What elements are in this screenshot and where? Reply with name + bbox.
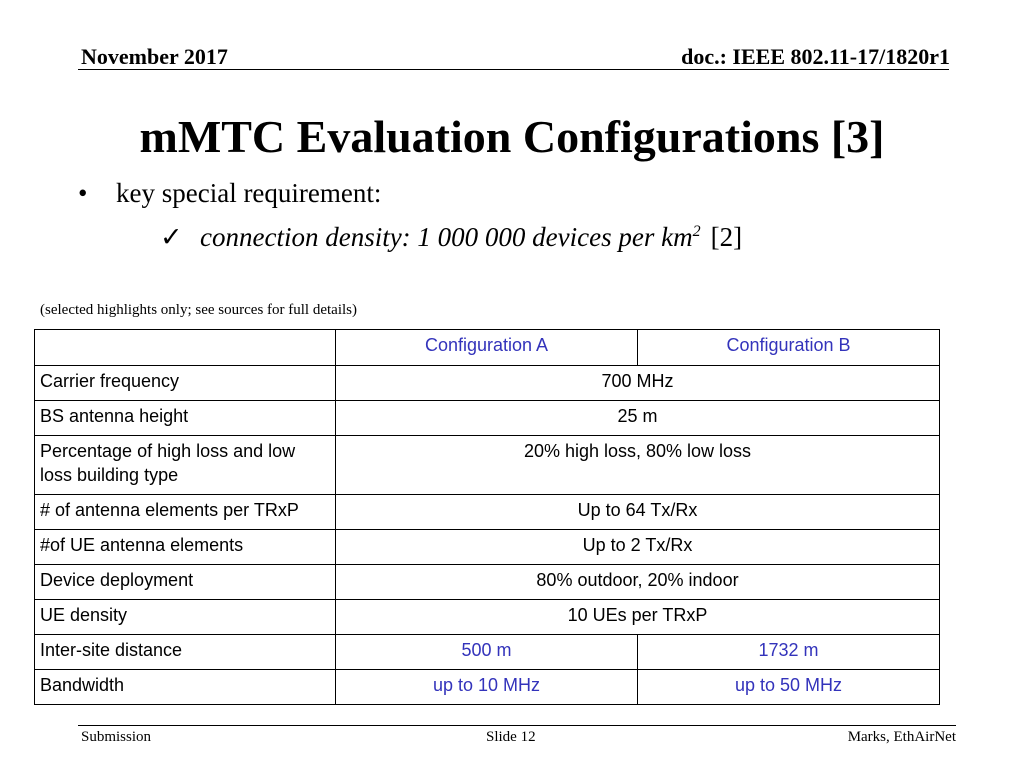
row-value-config-a: 500 m	[336, 635, 638, 670]
row-label: UE density	[35, 600, 336, 635]
header-rule	[78, 69, 949, 70]
bullet-item	[78, 178, 381, 209]
row-label: Device deployment	[35, 565, 336, 600]
row-value-config-a: up to 10 MHz	[336, 670, 638, 705]
check-text: connection density: 1 000 000 devices per km	[200, 222, 693, 252]
row-label: Bandwidth	[35, 670, 336, 705]
bullet-text: key special requirement:	[116, 178, 382, 208]
table-header-config-b: Configuration B	[638, 330, 940, 366]
table-row	[35, 600, 940, 635]
configuration-table	[34, 329, 940, 705]
header-doc-id: doc.: IEEE 802.11-17/1820r1	[681, 44, 950, 69]
footer-submission: Submission	[81, 729, 152, 745]
check-superscript: 2	[692, 223, 701, 240]
row-label: Carrier frequency	[35, 366, 336, 401]
row-value: 80% outdoor, 20% indoor	[336, 565, 940, 600]
table-row	[35, 565, 940, 600]
table-row	[35, 436, 940, 495]
check-item	[160, 222, 742, 253]
checkmark-icon: ✓	[160, 222, 183, 252]
row-label: # of antenna elements per TRxP	[35, 495, 336, 530]
row-label: #of UE antenna elements	[35, 530, 336, 565]
row-value: Up to 64 Tx/Rx	[336, 495, 940, 530]
row-value-config-b: up to 50 MHz	[638, 670, 940, 705]
table-row	[35, 670, 940, 705]
table-row	[35, 530, 940, 565]
table-row	[35, 495, 940, 530]
footer-slide-number: Slide 12	[486, 729, 536, 745]
row-value-config-b: 1732 m	[638, 635, 940, 670]
check-citation: [2]	[710, 222, 743, 252]
slide-title: mMTC Evaluation Configurations [3]	[139, 111, 885, 162]
row-value: 700 MHz	[336, 366, 940, 401]
table-header-cell	[35, 330, 336, 366]
table-row	[35, 401, 940, 436]
row-label: BS antenna height	[35, 401, 336, 436]
table-row	[35, 635, 940, 670]
row-label: Inter-site distance	[35, 635, 336, 670]
row-value: 10 UEs per TRxP	[336, 600, 940, 635]
row-label: Percentage of high loss and low loss building type	[35, 436, 336, 495]
row-value: 20% high loss, 80% low loss	[336, 436, 940, 495]
table-row	[35, 366, 940, 401]
row-value: 25 m	[336, 401, 940, 436]
footer-rule	[78, 725, 956, 726]
table-header-config-a: Configuration A	[336, 330, 638, 366]
bullet-icon: •	[78, 178, 88, 208]
header-date: November 2017	[81, 44, 228, 69]
row-value: Up to 2 Tx/Rx	[336, 530, 940, 565]
footer-author: Marks, EthAirNet	[847, 729, 956, 745]
highlights-note: (selected highlights only; see sources for full details)	[40, 302, 357, 318]
table-header-row	[35, 330, 940, 366]
